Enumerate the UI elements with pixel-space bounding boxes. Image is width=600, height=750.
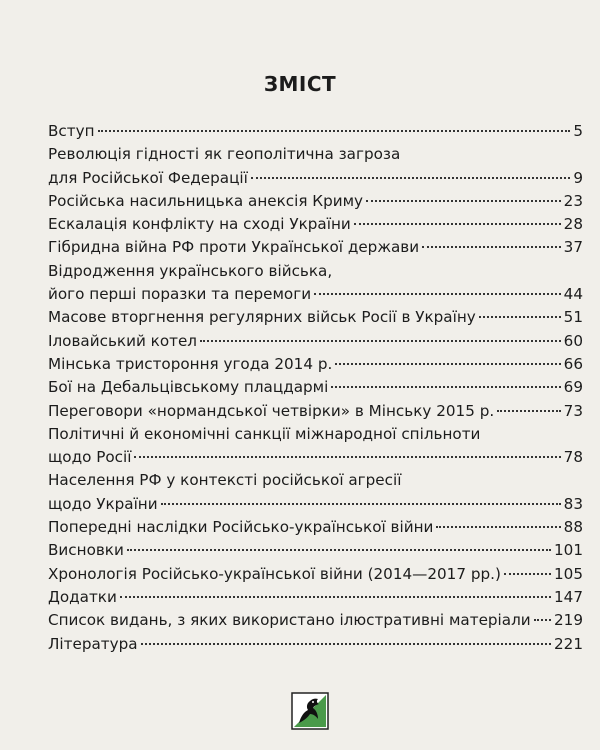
toc-entry <box>48 330 583 353</box>
toc-entry <box>48 400 583 423</box>
toc-entry-row <box>48 376 583 399</box>
toc-page-number: 147 <box>554 587 583 606</box>
toc-entry <box>48 633 583 656</box>
toc-entry-row <box>48 609 583 632</box>
toc-entry <box>48 120 583 143</box>
toc-page-number: 66 <box>563 354 583 373</box>
toc-entry-row <box>48 516 583 539</box>
toc-entry-title-line: Російська насильницька анексія Криму <box>48 191 364 210</box>
toc-page-number: 221 <box>554 634 583 653</box>
toc-entry-row <box>48 190 583 213</box>
toc-entry <box>48 423 583 470</box>
toc-page-number: 23 <box>563 191 583 210</box>
toc-entry-title-line: для Російської Федерації <box>48 168 248 187</box>
toc-entry <box>48 563 583 586</box>
toc-entry-title-line: Гібридна війна РФ проти Української держави <box>48 238 420 257</box>
toc-page-number: 83 <box>563 494 583 513</box>
dot-leader <box>331 386 560 388</box>
dot-leader <box>127 549 551 551</box>
toc-entry <box>48 236 583 259</box>
toc-entry-row <box>48 586 583 609</box>
toc-page-number: 101 <box>554 541 583 560</box>
toc-entry-title-line: Ескалація конфлікту на сході України <box>48 215 351 234</box>
dot-leader <box>141 643 551 645</box>
toc-entry-row <box>48 167 583 190</box>
toc-title: ЗМІСТ <box>263 72 337 96</box>
toc-entry <box>48 469 583 516</box>
toc-entry <box>48 143 583 190</box>
toc-entry <box>48 516 583 539</box>
publisher-horse-logo-icon <box>291 692 329 730</box>
toc-entry-row <box>48 400 583 423</box>
toc-page-number: 105 <box>554 564 583 583</box>
toc-entry-row <box>48 306 583 329</box>
dot-leader <box>534 619 551 621</box>
toc-page-number: 73 <box>563 401 583 420</box>
toc-entry-row <box>48 330 583 353</box>
toc-entry-title-line: Населення РФ у контексті російської агресії <box>48 471 402 490</box>
toc-page-number: 51 <box>563 308 583 327</box>
toc-page-number: 78 <box>563 448 583 467</box>
toc-entry-title-line: Масове вторгнення регулярних військ Росії в Україну <box>48 308 476 327</box>
toc-entry-title-line: Додатки <box>48 587 117 606</box>
toc-page-number: 69 <box>563 378 583 397</box>
toc-entry <box>48 609 583 632</box>
toc-entry-title-line: щодо Росії <box>48 448 132 467</box>
toc-entry-title-line: Хронологія Російсько-української війни (2014—2017 рр.) <box>48 564 501 583</box>
toc-entry <box>48 260 583 307</box>
dot-leader <box>479 316 561 318</box>
toc-entry-title-line: Іловайський котел <box>48 331 198 350</box>
toc-entry-title-line: щодо України <box>48 494 158 513</box>
dot-leader <box>354 223 561 225</box>
toc-entry <box>48 539 583 562</box>
toc-page-number: 9 <box>573 168 583 187</box>
toc-entry-row <box>48 236 583 259</box>
toc-entry <box>48 190 583 213</box>
toc-page-number: 37 <box>563 238 583 257</box>
toc-entry <box>48 213 583 236</box>
dot-leader <box>98 130 571 132</box>
dot-leader <box>436 526 560 528</box>
toc-entry-row <box>48 120 583 143</box>
table-of-contents <box>48 120 583 656</box>
toc-entry-row <box>48 563 583 586</box>
toc-page-number: 5 <box>573 122 583 140</box>
toc-entry-title-line: його перші поразки та перемоги <box>48 285 312 304</box>
dot-leader <box>335 363 560 365</box>
toc-entry-title-line: Політичні й економічні санкції міжнародної спільноти <box>48 424 481 443</box>
toc-page-number: 44 <box>563 285 583 304</box>
toc-entry <box>48 306 583 329</box>
dot-leader <box>422 246 561 248</box>
toc-entry-row <box>48 539 583 562</box>
dot-leader <box>314 293 561 295</box>
toc-entry-title-line: Список видань, з яких використано ілюстративні матеріали <box>48 611 531 630</box>
toc-page-number: 28 <box>563 215 583 234</box>
toc-entry-title-line: Революція гідності як геополітична загроза <box>48 145 401 164</box>
toc-entry-title-line: Переговори «нормандської четвірки» в Мінську 2015 р. <box>48 401 495 420</box>
toc-entry-row <box>48 446 583 469</box>
toc-entry-title-line: Відродження українського війська, <box>48 261 333 280</box>
toc-page-number: 219 <box>554 611 583 630</box>
toc-entry <box>48 376 583 399</box>
toc-entry <box>48 586 583 609</box>
toc-entry-row <box>48 633 583 656</box>
toc-entry-row <box>48 283 583 306</box>
dot-leader <box>120 596 551 598</box>
dot-leader <box>366 200 561 202</box>
toc-entry-title-line: Вступ <box>48 122 95 140</box>
dot-leader <box>497 410 561 412</box>
toc-entry-row <box>48 353 583 376</box>
dot-leader <box>504 573 551 575</box>
dot-leader <box>200 340 561 342</box>
dot-leader <box>251 177 570 179</box>
toc-entry-row <box>48 213 583 236</box>
toc-entry-title-line: Попередні наслідки Російсько-української війни <box>48 518 434 537</box>
dot-leader <box>161 503 561 505</box>
toc-entry-row <box>48 493 583 516</box>
toc-entry-title-line: Література <box>48 634 138 653</box>
toc-entry-title-line: Бої на Дебальцівському плацдармі <box>48 378 329 397</box>
toc-entry-title-line: Мінська тристороння угода 2014 р. <box>48 354 333 373</box>
toc-page-number: 60 <box>563 331 583 350</box>
toc-entry-title-line: Висновки <box>48 541 124 560</box>
dot-leader <box>134 456 560 458</box>
toc-page-number: 88 <box>563 518 583 537</box>
toc-entry <box>48 353 583 376</box>
